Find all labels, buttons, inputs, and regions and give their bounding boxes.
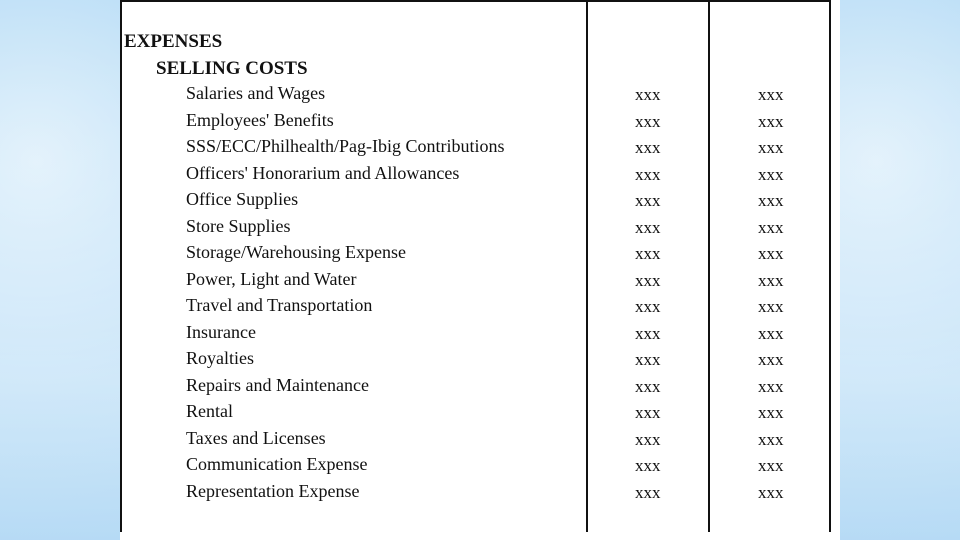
expense-label: Travel and Transportation (186, 295, 373, 315)
expense-label: Store Supplies (186, 215, 291, 236)
amount-column-1: xxx (635, 403, 661, 422)
amount-column-1: xxx (635, 350, 661, 369)
expense-label: Repairs and Maintenance (186, 374, 369, 395)
amount-column-1: xxx (635, 323, 661, 343)
expense-label: Rental (186, 401, 233, 421)
amount-column-2: xxx (758, 244, 784, 263)
amount-column-1: xxx (635, 297, 661, 316)
amount-column-2: xxx (758, 429, 784, 449)
expense-row (120, 110, 831, 137)
expense-label: Employees' Benefits (186, 109, 334, 130)
expense-row (120, 136, 831, 163)
expense-row (120, 428, 831, 455)
expense-label: SSS/ECC/Philhealth/Pag-Ibig Contributions (186, 136, 505, 156)
expense-row (120, 242, 831, 269)
amount-column-1: xxx (635, 191, 661, 210)
amount-column-1: xxx (635, 138, 661, 157)
expense-statement-sheet (120, 0, 840, 540)
expense-row (120, 375, 831, 402)
expense-label: Power, Light and Water (186, 268, 357, 289)
amount-column-1: xxx (635, 244, 661, 263)
amount-column-1: xxx (635, 429, 661, 449)
amount-column-1: xxx (635, 85, 661, 104)
expense-label: Representation Expense (186, 480, 360, 501)
amount-column-1: xxx (635, 456, 661, 475)
amount-column-2: xxx (758, 270, 784, 290)
slide-background-right (840, 0, 960, 540)
amount-column-2: xxx (758, 164, 784, 184)
expense-row (120, 83, 831, 110)
amount-column-1: xxx (635, 111, 661, 131)
expense-row (120, 163, 831, 190)
expense-row (120, 481, 831, 508)
amount-column-1: xxx (635, 376, 661, 396)
expense-row (120, 348, 831, 375)
slide-background-left (0, 0, 120, 540)
expense-label: Communication Expense (186, 454, 368, 474)
expense-row (120, 269, 831, 296)
amount-column-2: xxx (758, 403, 784, 422)
amount-column-2: xxx (758, 85, 784, 104)
expense-label: Royalties (186, 348, 254, 368)
amount-column-2: xxx (758, 482, 784, 502)
expense-row (120, 189, 831, 216)
subsection-title: SELLING COSTS (156, 58, 308, 79)
amount-column-1: xxx (635, 217, 661, 237)
amount-column-2: xxx (758, 297, 784, 316)
amount-column-2: xxx (758, 323, 784, 343)
amount-column-2: xxx (758, 456, 784, 475)
expense-row (120, 322, 831, 349)
expense-label: Storage/Warehousing Expense (186, 242, 406, 262)
amount-column-1: xxx (635, 164, 661, 184)
expense-label: Office Supplies (186, 189, 299, 209)
amount-column-2: xxx (758, 350, 784, 369)
section-title: EXPENSES (124, 31, 223, 52)
expense-row (120, 454, 831, 481)
expense-label: Salaries and Wages (186, 83, 326, 103)
amount-column-2: xxx (758, 191, 784, 210)
expense-label: Officers' Honorarium and Allowances (186, 162, 460, 183)
expense-row (120, 216, 831, 243)
amount-column-2: xxx (758, 111, 784, 131)
expense-label: Insurance (186, 321, 256, 342)
top-rule (120, 0, 831, 2)
amount-column-2: xxx (758, 217, 784, 237)
amount-column-1: xxx (635, 482, 661, 502)
amount-column-1: xxx (635, 270, 661, 290)
expense-row (120, 295, 831, 322)
expense-row (120, 401, 831, 428)
expense-rows (120, 83, 831, 507)
expense-label: Taxes and Licenses (186, 427, 326, 448)
amount-column-2: xxx (758, 376, 784, 396)
amount-column-2: xxx (758, 138, 784, 157)
